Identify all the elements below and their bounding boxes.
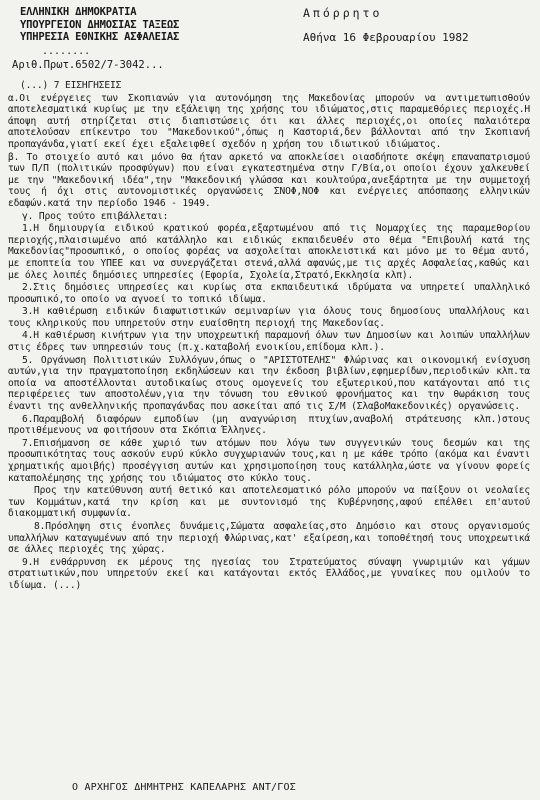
dots-line: ........: [42, 46, 91, 57]
paragraph-1: 1.Η δημιουργία ειδικού κρατικού φορέα,εξαρτωμένου από τις Νομαρχίες της παραμεθορίου περιοχής,πλαισιωμένο από κατάλληλο και ειδικώς εκπαιδευθέν στο θέμα "Επιβουλή κατά της Μακεδονίας"προσωπικό, ο οποίος φορέας να ασχολείται αποκλειστικά και μόνο με το θέμα αυτό, με εποπτεία του ΥΠΕΕ και να συνεργάζεται στενά,αλλά αφανώς,με τις αρχές Ασφαλείας,καθώς και με όλες λοιπές δημόσιες υπηρεσίες (Εφορία, Σχολεία,Στρατό,Εκκλησία κλπ).: [8, 223, 530, 281]
paragraph-8: 8.Πρόσληψη στις ένοπλες δυνάμεις,Σώματα ασφαλείας,στο Δημόσιο και στους οργανισμούς υπαλλήλων καταγωμένων από την περιοχή Φλώρινας,κατ' εξαίρεση,και τοποθέτησή τους υποχρεωτικά σε άλλες περιοχές της χώρας.: [8, 520, 530, 556]
org-line-2: ΥΠΟΥΡΓΕΙΟΝ ΔΗΜΟΣΙΑΣ ΤΑΞΕΩΣ: [20, 18, 180, 31]
protocol-number: Αριθ.Πρωτ.6502/7-3042...: [12, 59, 164, 71]
dateline: Αθήνα 16 Φεβρουαρίου 1982: [303, 31, 469, 44]
paragraph-6: 6.Παραμβολή διαφόρων εμποδίων (μη αναγνώριση πτυχίων,αναβολή στράτευσης κλπ.)στους προτιθέμενους να φοιτήσουν στα Σκόπια Έλληνες.: [8, 413, 530, 437]
paragraph-a: α.Οι ενέργειες των Σκοπιανών για αυτονόμηση της Μακεδονίας μπορούν να αντιμετωπισθούν αποτελεσματικά κυρίως με την εξάλειψη της χρήσης του ιδιώματος,στις παραμεθόριες περιοχές.Η άποψη αυτή στηρίζεται στις διαπιστώσεις ότι και άλλες περιοχές,οι οποίες παλαιότερα αποτελούσαν επίκεντρο του "Μακεδονικού",όπως η Καστοριά,δεν βάλλονται από την Σκοπιανή προπαγάνδα,γιατί εκεί έχει εξαλειφθεί σχεδόν η χρήση του ιδιωτικού ιδιώματος.: [8, 92, 530, 150]
document-body: [8, 80, 530, 593]
paragraph-3: 3.Η καθιέρωση ειδικών διαφωτιστικών σεμιναρίων για όλους τους δημοσίους υπαλλήλους και τους κληρικούς που υπηρετούν στην ευαίσθητη περιοχή της Μακεδονίας.: [8, 306, 530, 329]
paragraph-2: 2.Στις δημόσιες υπηρεσίες και κυρίως στα εκπαιδευτικά ιδρύματα να υπηρετεί υπαλληλικό προσωπικό,το οποίο να αγνοεί το τοπικό ιδίωμα.: [8, 282, 530, 305]
paragraph-4: 4.Η καθιέρωση κινήτρων για την υποχρεωτική παραμονή όλων των Δημοσίων και λοιπών υπαλλήλων στις έδρες των υπηρεσιών τους (π.χ.καταβολή ενοικίου,επίδομα κλπ.).: [8, 330, 530, 354]
document-header: [10, 6, 530, 71]
paragraph-5: 5. Οργάνωση Πολιτιστικών Συλλόγων,όπως ο "ΑΡΙΣΤΟΤΕΛΗΣ" Φλώρινας και οικονομική ενίσχυση αυτών,για την πραγματοποίηση εκδηλώσεων και την έκδοση βιβλίων,εφημερίδων,περιοδικών κλπ.τα οποία να αποστέλλονται αυτοδικαίως στους ομογενείς του εξωτερικού,που κατάγονται από τις περιφέρειες των αποστολέων,για την τόνωση του εθνικού φρονήματος και την θωράκιση τους έναντι της ανθελληνικής προπαγάνδας που ασκείται από τις Σ/Μ (ΣλαβοΜακεδονικές) οργανώσεις.: [8, 354, 530, 413]
paragraph-7b: Προς την κατεύθυνση αυτή θετικό και αποτελεσματικό ρόλο μπορούν να παίξουν οι νεολαίες των Κομμάτων,κατά την κρίση και με συντονισμό της Κυβέρνησης,αφού επέλθει επ'αυτού διακομματική συμφωνία.: [8, 485, 530, 520]
signature-line: Ο ΑΡΧΗΓΟΣ ΔΗΜΗΤΡΗΣ ΚΑΠΕΛΑΡΗΣ ΑΝΤ/ΓΟΣ: [72, 782, 296, 793]
issuing-authority: [20, 6, 179, 44]
paragraph-b: β. Το στοιχείο αυτό και μόνο θα ήταν αρκετό να αποκλείσει οιασδήποτε σκέψη επαναπατρισμού των Π/Π (πολιτικών προσφύγων) που είναι εγκατεστημένα στην Γ/Βία,οι οποίοι έχουν χαλκευθεί με την "Μακεδονική ιδέα",την "Μακεδονική γλώσσα και κουλτούρα,ανεξάρτητα με την συμμετοχή τους ή όχι στις αυτονομιστικές οργανώσεις ΣΝΟΦ,ΝΟΦ και ενέργειες απόσπασης ελληνικών εδαφών.κατά την περίοδο 1946 - 1949.: [8, 151, 530, 209]
section-title: (...) 7 ΕΙΣΗΓΗΣΕΙΣ: [20, 80, 122, 91]
org-line-3: ΥΠΗΡΕΣΙΑ ΕΘΝΙΚΗΣ ΑΣΦΑΛΕΙΑΣ: [20, 31, 180, 43]
paragraph-7a: 7.Επισήμανση σε κάθε χωριό των ατόμων που λόγω των συγγενικών τους δεσμών και της προσωπικότητας τους ασκούν ευρύ κύκλο συγχωριανών τους,και η με κάθε τρόπο (ακόμα και έναντι χρηματικής αμοιβής) προσέγγιση αυτών και χρησιμοποίηση τους κατάλληλα,ώστε να γίνουν φορείς καταπολέμησης της χρήσης του ιδιώματος στο κύκλο τους.: [8, 437, 530, 484]
paragraph-g: γ. Προς τούτο επιβάλλεται:: [22, 210, 169, 222]
org-line-1: ΕΛΛΗΝΙΚΗ ΔΗΜΟΚΡΑΤΙΑ: [20, 6, 137, 18]
paragraph-9: 9.Η ενθάρρυνση εκ μέρους της ηγεσίας του Στρατεύματος σύναψη γνωριμιών και γάμων στρατιωτικών,που υπηρετούν εκεί και κατάγονται εκτός Ελλάδος,με γυναίκες που ομιλούν το ιδίωμα. (...): [8, 556, 530, 591]
classification-label: Απόρρητο: [303, 6, 383, 20]
